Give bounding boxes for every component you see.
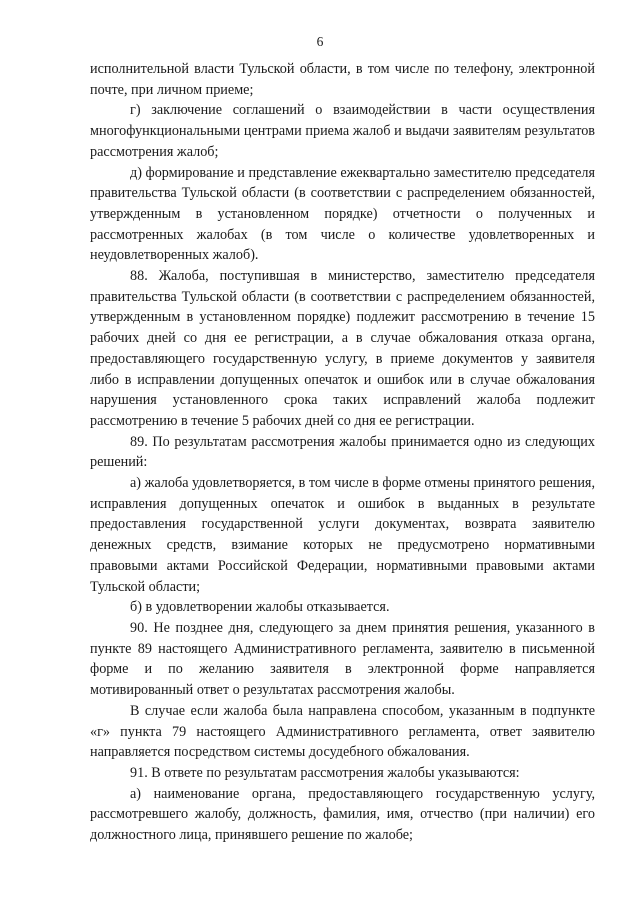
paragraph: 90. Не позднее дня, следующего за днем принятия решения, указанного в пункте 89 настоящего Административного регламента, заявителю в письменной форме и по желанию заявителя в электронной форме направляется мотивированный ответ о результатах рассмотрения жалобы. [90, 619, 595, 699]
paragraph: исполнительной власти Тульской области, в том числе по телефону, электронной почте, при личном приеме; [90, 61, 595, 98]
paragraph: В случае если жалоба была направлена способом, указанным в подпункте «г» пункта 79 настоящего Административного регламента, ответ заявителю направляется посредством системы досудебного обжалования. [90, 702, 595, 761]
paragraph: 89. По результатам рассмотрения жалобы принимается одно из следующих решений: [90, 433, 595, 471]
paragraph: а) наименование органа, предоставляющего государственную услугу, рассмотревшего жалобу, должность, фамилия, имя, отчество (при наличии) его должностного лица, принявшего решение по жалобе; [90, 785, 595, 844]
paragraph: г) заключение соглашений о взаимодействии в части осуществления многофункциональными центрами приема жалоб и выдачи заявителям результатов рассмотрения жалоб; [90, 102, 595, 160]
paragraph: д) формирование и представление ежеквартально заместителю председателя правительства Тульской области (в соответствии с распределением обязанностей, утвержденным в установленном порядке) отчетности о полученных и рассмотренных жалобах (в том числе о количестве удовлетворенных и неудовлетворенных жалоб). [90, 164, 595, 264]
paragraph: 88. Жалоба, поступившая в министерство, заместителю председателя правительства Тульской области (в соответствии с распределением обязанностей, утвержденным в установленном порядке) подлежит рассмотрению в течение 15 рабочих дней со дня ее регистрации, а в случае обжалования отказа органа, предоставляющего государственную услугу, в приеме документов у заявителя либо в исправлении допущенных опечаток и ошибок или в случае обжалования нарушения установленного срока таких исправлений жалоба подлежит рассмотрению в течение 5 рабочих дней со дня ее регистрации. [90, 268, 595, 429]
paragraph: б) в удовлетворении жалобы отказывается. [130, 599, 390, 616]
paragraph: 91. В ответе по результатам рассмотрения жалобы указываются: [130, 764, 520, 781]
page-number: 6 [316, 34, 324, 49]
document-body [90, 59, 595, 846]
paragraph: а) жалоба удовлетворяется, в том числе в форме отмены принятого решения, исправления допущенных опечаток и ошибок в выданных в результате предоставления государственной услуги документах, возврата заявителю денежных средств, взимание которых не предусмотрено нормативными правовыми актами Российской Федерации, нормативными правовыми актами Тульской области; [90, 475, 595, 595]
